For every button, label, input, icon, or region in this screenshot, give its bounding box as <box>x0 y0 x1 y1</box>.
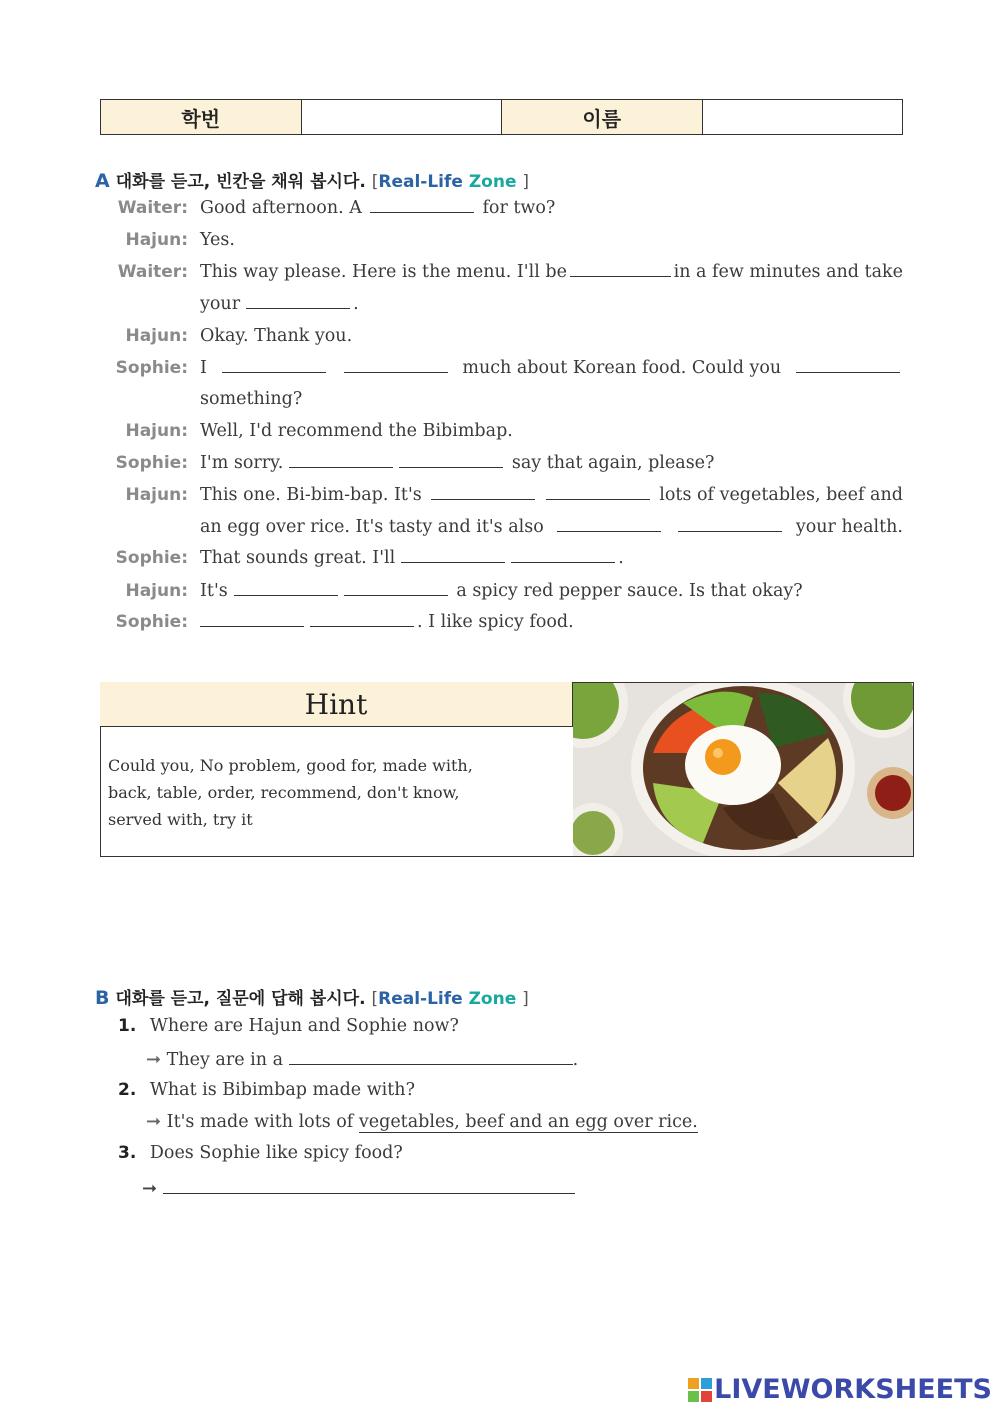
speaker-label: Sophie: <box>115 358 188 378</box>
section-a-instruction: 대화를 듣고, 빈칸을 채워 봅시다. <box>115 172 366 192</box>
line-text: . <box>618 548 624 568</box>
dialogue-line <box>0 198 1000 228</box>
dialogue-line <box>0 326 1000 356</box>
student-name-field[interactable] <box>703 100 903 134</box>
line-text: It's <box>200 581 228 601</box>
speaker-label: Sophie: <box>115 453 188 473</box>
section-a-letter: A <box>95 170 110 192</box>
blank-field[interactable] <box>399 453 503 468</box>
real-life-tag: Real-Life <box>378 172 463 192</box>
bracket-open: [ <box>371 172 379 192</box>
line-text: lots of vegetables, beef and <box>659 485 903 505</box>
blank-field[interactable] <box>796 358 900 373</box>
speaker-label: Waiter: <box>117 262 188 282</box>
zone-tag: Zone <box>468 172 517 192</box>
line-text: for two? <box>482 198 556 218</box>
hint-line: Could you, No problem, good for, made with, <box>108 756 473 775</box>
dialogue-line <box>0 612 1000 642</box>
bibimbap-photo <box>573 683 913 856</box>
dialogue-line <box>0 485 1000 515</box>
blank-field[interactable] <box>511 548 615 563</box>
answer-prefix: They are in a <box>166 1050 284 1070</box>
question-text: Does Sophie like spicy food? <box>149 1143 403 1163</box>
logo-text: LIVEWORKSHEETS <box>714 1374 992 1405</box>
dialogue-line <box>0 421 1000 451</box>
blank-field[interactable] <box>222 358 326 373</box>
line-text: I <box>200 358 207 378</box>
answer-3 <box>142 1175 575 1199</box>
hint-line: back, table, order, recommend, don't know, <box>108 783 460 802</box>
blank-field[interactable] <box>431 485 535 500</box>
blank-field[interactable] <box>557 517 661 532</box>
line-text: your <box>200 294 241 314</box>
question-number: 3. <box>118 1143 137 1163</box>
answer-end: . <box>572 1050 579 1070</box>
dialogue-line <box>0 389 1000 419</box>
dialogue-line <box>0 453 1000 483</box>
hint-line: served with, try it <box>108 810 253 829</box>
speaker-label: Hajun: <box>125 581 188 601</box>
speaker-label: Hajun: <box>125 421 188 441</box>
bracket-open: [ <box>371 989 379 1009</box>
answer-2-example: vegetables, beef and an egg over rice. <box>358 1112 698 1132</box>
speaker-label: Sophie: <box>115 548 188 568</box>
dialogue-line <box>0 358 1000 388</box>
line-text: a spicy red pepper sauce. Is that okay? <box>456 581 803 601</box>
zone-tag: Zone <box>468 989 517 1009</box>
blank-field[interactable] <box>678 517 782 532</box>
answer-2 <box>146 1111 698 1133</box>
speaker-label: Hajun: <box>125 326 188 346</box>
line-text: Good afternoon. A <box>200 198 362 218</box>
blank-field[interactable] <box>570 262 671 277</box>
line-text: Yes. <box>200 230 235 250</box>
student-info-table <box>100 99 903 135</box>
blank-field[interactable] <box>546 485 650 500</box>
liveworksheets-logo <box>688 1374 992 1405</box>
speaker-label: Hajun: <box>125 485 188 505</box>
student-id-field[interactable] <box>302 100 503 134</box>
line-text: Okay. Thank you. <box>200 326 353 346</box>
blank-field[interactable] <box>310 612 414 627</box>
hint-word-list <box>108 752 558 833</box>
answer-3-field[interactable] <box>163 1175 575 1194</box>
student-name-label: 이름 <box>502 100 703 134</box>
dialogue-line <box>0 517 1000 547</box>
line-text: This one. Bi-bim-bap. It's <box>200 485 422 505</box>
speaker-label: Sophie: <box>115 612 188 632</box>
speaker-label: Waiter: <box>117 198 188 218</box>
blank-field[interactable] <box>344 581 448 596</box>
answer-1 <box>146 1048 578 1070</box>
dialogue-line <box>0 548 1000 578</box>
question-text: What is Bibimbap made with? <box>149 1080 415 1100</box>
blank-field[interactable] <box>289 453 393 468</box>
dialogue-line <box>0 262 1000 292</box>
student-id-label: 학번 <box>101 100 302 134</box>
blank-field[interactable] <box>344 358 448 373</box>
line-text: That sounds great. I'll <box>200 548 396 568</box>
question-2 <box>118 1080 415 1100</box>
line-text: say that again, please? <box>511 453 715 473</box>
bracket-close: ] <box>522 989 529 1009</box>
arrow-right-icon: ➞ <box>146 1111 162 1132</box>
section-b-instruction: 대화를 듣고, 질문에 답해 봅시다. <box>115 989 366 1009</box>
liveworksheets-logo-icon <box>688 1378 712 1402</box>
answer-1-field[interactable] <box>289 1048 573 1065</box>
arrow-right-icon: ➞ <box>142 1178 158 1199</box>
blank-field[interactable] <box>370 198 474 213</box>
line-text: something? <box>200 389 303 409</box>
question-number: 1. <box>118 1016 137 1036</box>
bracket-close: ] <box>522 172 530 192</box>
section-b-title <box>95 984 529 1009</box>
real-life-tag: Real-Life <box>378 989 463 1009</box>
blank-field[interactable] <box>234 581 338 596</box>
section-a-title <box>95 167 529 192</box>
blank-field[interactable] <box>246 294 350 309</box>
hint-title: Hint <box>100 682 573 727</box>
line-text: This way please. Here is the menu. I'll be <box>200 262 567 282</box>
line-text: Well, I'd recommend the Bibimbap. <box>200 421 513 441</box>
speaker-label: Hajun: <box>125 230 188 250</box>
line-text: your health. <box>795 517 903 537</box>
question-number: 2. <box>118 1080 137 1100</box>
line-text: . I like spicy food. <box>417 612 574 632</box>
dialogue-line <box>0 230 1000 260</box>
dialogue-line <box>0 294 1000 324</box>
dialogue-line <box>0 581 1000 611</box>
question-text: Where are Hajun and Sophie now? <box>149 1016 459 1036</box>
question-1 <box>118 1016 459 1036</box>
line-text: in a few minutes and take <box>673 262 903 282</box>
arrow-right-icon: ➞ <box>146 1049 162 1070</box>
line-text: . <box>353 294 359 314</box>
question-3 <box>118 1143 403 1163</box>
line-text: much about Korean food. Could you <box>462 358 782 378</box>
blank-field[interactable] <box>401 548 505 563</box>
blank-field[interactable] <box>200 612 304 627</box>
line-text: I'm sorry. <box>200 453 284 473</box>
section-b-letter: B <box>95 987 110 1009</box>
line-text: an egg over rice. It's tasty and it's also <box>200 517 544 537</box>
answer-prefix: It's made with lots of <box>166 1112 354 1132</box>
